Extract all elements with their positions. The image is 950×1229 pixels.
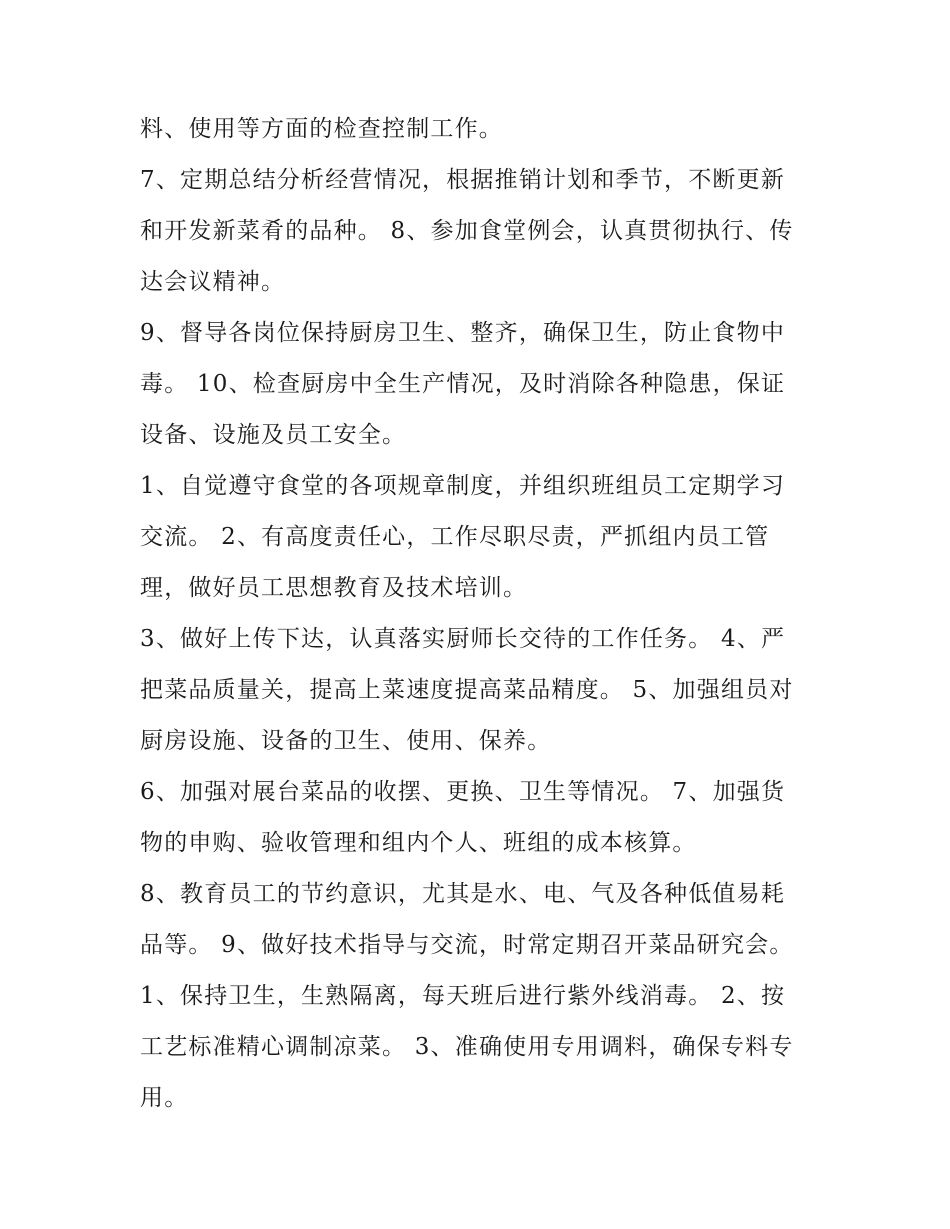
- text-line: 毒。 10、检查厨房中全生产情况，及时消除各种隐患，保证: [140, 371, 786, 397]
- text-line: 达会议精神。: [140, 269, 286, 295]
- text-line: 物的申购、验收管理和组内个人、班组的成本核算。: [140, 830, 697, 856]
- text-line: 7、定期总结分析经营情况，根据推销计划和季节，不断更新: [140, 167, 786, 193]
- text-line: 3、做好上传下达，认真落实厨师长交待的工作任务。 4、严: [140, 626, 786, 652]
- text-line: 8、教育员工的节约意识，尤其是水、电、气及各种低值易耗: [140, 881, 786, 907]
- body-text: [140, 104, 812, 1124]
- text-line: 1、保持卫生，生熟隔离，每天班后进行紫外线消毒。 2、按: [140, 983, 786, 1009]
- text-line: 理，做好员工思想教育及技术培训。: [140, 575, 528, 601]
- text-line: 工艺标准精心调制凉菜。 3、准确使用专用调料，确保专料专: [140, 1034, 794, 1060]
- text-line: 把菜品质量关，提高上菜速度提高菜品精度。 5、加强组员对: [140, 677, 794, 703]
- text-line: 品等。 9、做好技术指导与交流，时常定期召开菜品研究会。: [140, 932, 794, 958]
- text-line: 设备、设施及员工安全。: [140, 422, 407, 448]
- text-line: 用。: [140, 1085, 189, 1111]
- text-line: 6、加强对展台菜品的收摆、更换、卫生等情况。 7、加强货: [140, 779, 786, 805]
- text-line: 9、督导各岗位保持厨房卫生、整齐，确保卫生，防止食物中: [140, 320, 786, 346]
- text-line: 厨房设施、设备的卫生、使用、保养。: [140, 728, 552, 754]
- text-line: 1、自觉遵守食堂的各项规章制度，并组织班组员工定期学习: [140, 473, 786, 499]
- text-line: 和开发新菜肴的品种。 8、参加食堂例会，认真贯彻执行、传: [140, 218, 794, 244]
- text-line: 料、使用等方面的检查控制工作。: [140, 116, 503, 142]
- text-line: 交流。 2、有高度责任心，工作尽职尽责，严抓组内员工管: [140, 524, 770, 550]
